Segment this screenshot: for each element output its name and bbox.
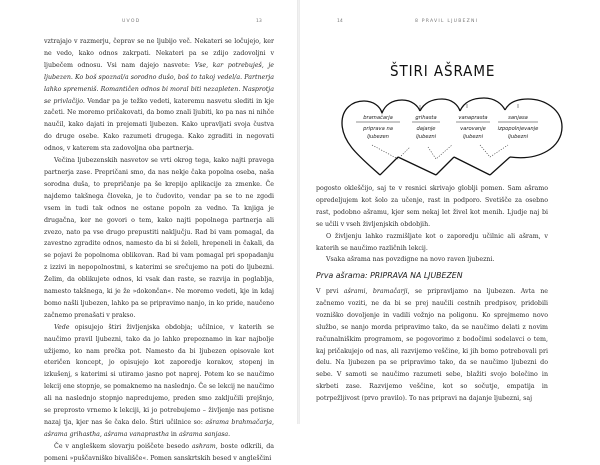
heart-2-desc-2: ljubezni: [415, 134, 437, 140]
left-page: [0, 0, 298, 462]
text-run: V prvi: [316, 288, 344, 295]
heart-4-desc-2: ljubezni: [507, 134, 529, 140]
right-body-text-1: [316, 183, 548, 266]
paragraph: [44, 155, 274, 322]
text-run: , boste odkrili, da pomeni »puščavniško bivališče«. Pomen sanskrtskih besed v angleščini: [44, 442, 274, 462]
left-body-text: [44, 36, 274, 465]
paragraph: [316, 231, 548, 255]
right-body-text-2: [316, 286, 548, 405]
right-page: [300, 0, 600, 424]
heart-2-name: grihasta: [415, 115, 437, 121]
text-run: , se pripravljamo na ljubezen. Avta ne začnemo voziti, ne da bi se prej naučili cestnih predpisov, pridobili vozniško dovoljenje in vadili vožnjo na poligonu. Ko sprejmemo novo službo, se nanjo morda pripravimo tako, da se naučimo delati z novim računalniškim programom, se pogovorimo z bodočimi sodelavci o tem, kaj pričakujejo od nas, ali razvijemo veščine, ki jih bomo potrebovali pri delu. Na ljubezen pa se pripravimo tako, da se naučimo ljubezni do sebe. V samoti se naučimo razumeti sebe, blažiti svojo bolečino in skrbeti zase. Razvijemo veščine, kot so sočutje, empatija in potrpežljivost (prvo pravilo). To nas pripravi na dajanje ljubezni, saj: [316, 288, 549, 403]
italic-run: ašrama sanjasa.: [178, 430, 231, 438]
paragraph: [44, 322, 274, 441]
paragraph: [44, 441, 274, 465]
heart-3-desc-1: varovanje: [460, 126, 486, 132]
running-head-left: UVOD: [122, 19, 141, 24]
diagram-title: ŠTIRI AŠRAME: [390, 62, 496, 80]
italic-run: Vede: [54, 323, 70, 331]
text-run: Večina ljubezenskih nasvetov se vrti okrog tega, kako najti pravega partnerja zase. Prepričani smo, da nas nekje čaka popolna oseba, naša sorodna duša, to prepričanje pa še krepijo aplikacije za zmenke. Če najdemo takšnega človeka, je to čudovito, vendar pa se to ne zgodi vsem in tudi tak odnos ne ostane popoln za vedno. Ta knjiga je drugačna, ker ne govori o tem, kako najti popolnega partnerja ali zvezo, nato pa vse drugo prepustiti naključju. Rad bi vam pomagal, da zavestno zgradite odnos, namesto da bi si želeli, hrepeneli in čakali, da se pojavi že popolnoma oblikovan. Rad bi vam pomagal pri spopadanju z izzivi in nepopolnostmi, s katerimi se srečujemo na poti do ljubezni. Želim, da oblikujete odnos, ki vsak dan raste, se razvija in poglablja, namesto takšnega, ki je že »dokončan«. Ne moremo vedeti, kje in kdaj bomo našli ljubezen, lahko pa se pripravimo nanjo, in ko pride, naučeno začnemo prenašati v prakso.: [44, 157, 274, 319]
heart-1-name: bramačarja: [363, 115, 393, 121]
heart-4-name: sanjasa: [508, 115, 528, 121]
paragraph: [316, 183, 548, 231]
running-head-right: 8 PRAVIL LJUBEZNI: [415, 19, 479, 24]
heart-4-desc-1: izpopolnjevanje: [497, 126, 539, 132]
text-run: Če v angleškem slovarju poiščete besedo: [54, 442, 192, 450]
text-run: Vsaka ašrama nas povzdigne na novo raven ljubezni.: [326, 256, 495, 264]
text-run: Vendar pa je težko vedeti, kateremu nasvetu slediti in kje začeti. Ne moremo pričakovati, da bomo znali ljubiti, ko pa nas ni nihče naučil, kako dajati in prejemati ljubezen. Kako upravljati svoja čustva do druge osebe. Kako razumeti drugega. Kako zgraditi in negovati odnos, v katerem sta zadovoljna oba partnerja.: [44, 97, 275, 153]
heart-3-desc-2: ljubezni: [462, 134, 484, 140]
heart-1-desc-1: priprava na: [363, 126, 393, 132]
page-number-right: 14: [337, 19, 343, 24]
heart-1-desc-2: ljubezen: [367, 134, 389, 140]
italic-run: ashram: [191, 442, 216, 450]
text-run: opisujejo štiri življenjska obdobja; učilnice, v katerih se naučimo pravil ljubezni, tako da jo lahko prepoznamo in kar najbolje užijemo, ko nam prečka pot. Namesto da bi ljubezen opisovale kot eteričen koncept, jo opisujejo kot zaporedje korakov, stopenj in izkušenj, s katerimi si utiramo jasno pot naprej. Potem ko se naučimo lekcij ene stopnje, se pomaknemo na naslednjo. Če se lekcij ne naučimo ali na naslednjo stopnjo napredujemo, preden smo zaključili prejšnjo, se preprosto vrnemo k lekciji, ki jo potrebujemo – življenje nas potisne nazaj tja, kjer nas še čaka delo. Štiri učilnice so:: [44, 323, 274, 426]
heart-3-name: vanaprasta: [458, 115, 488, 121]
heart-2-desc-1: dajanje: [416, 126, 436, 132]
text-run: vztrajajo v razmerju, čeprav se ne ljubijo več. Nekateri se ločujejo, ker ne vedo, kako odnos zakrpati. Nekateri pa se zdijo zadovoljni v ljubečem odnosu. Vsi nam dajejo nasvete:: [44, 38, 274, 69]
paragraph: [316, 286, 548, 405]
page-number-left: 13: [256, 19, 262, 24]
italic-run: ašrami, bramačarji: [343, 288, 408, 295]
section-heading: Prva ašrama: PRIPRAVA NA LJUBEZEN: [316, 271, 463, 280]
italic-run: ašrama brahmačarja, ašrama grihastha, ašrama vanaprastha: [44, 419, 274, 438]
hearts-diagram: [340, 95, 565, 180]
paragraph: [44, 36, 274, 155]
text-run: in: [168, 430, 179, 438]
text-run: O življenju lahko razmišljate kot o zaporedju učilnic ali ašram, v katerih se naučimo različnih lekcij.: [316, 232, 548, 252]
italic-run: Vse, kar potrebuješ, je ljubezen. Ko boš spoznal/a sorodno dušo, boš to takoj vedel/a. Partnerja lahko spremeniš. Romantičen odnos bi moral biti nezapleten. Nasprotja se privlačijo.: [44, 61, 274, 105]
paragraph: [316, 254, 548, 266]
text-run: pogosto okleščijo, saj te v resnici skrivajo globlji pomen. Sam ašramo opredeljujem kot šolo za učenje, rast in podporo. Svetišče za osebno rast, podobno ašramu, kjer sem nekaj let živel kot menih. Ljudje naj bi se učili v vseh življenjskih obdobjih.: [316, 185, 548, 228]
